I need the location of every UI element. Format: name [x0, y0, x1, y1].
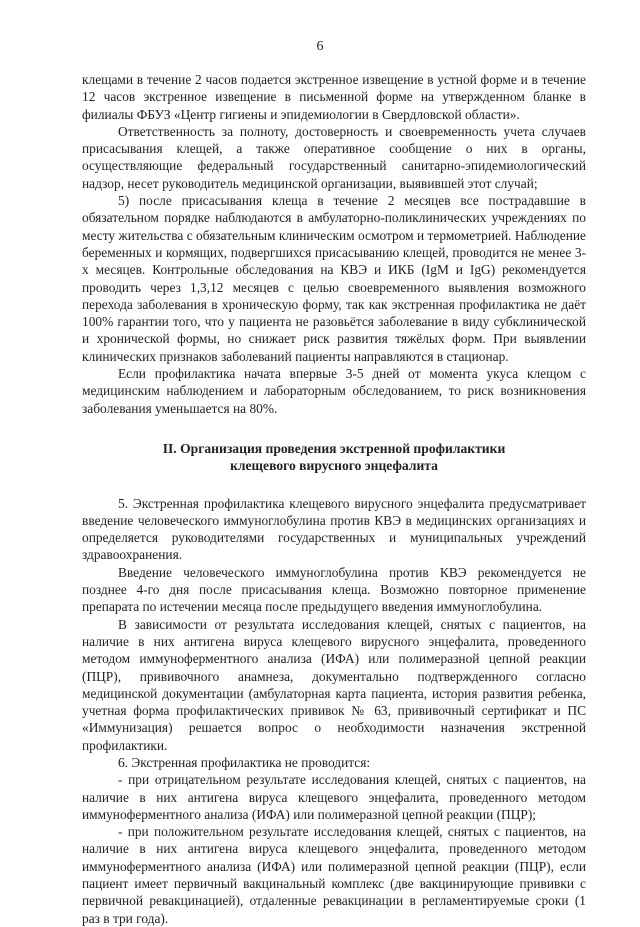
list-item: - при положительном результате исследования клещей, снятых с пациентов, на наличие в них антигена вируса клещевого энцефалита, проведенного методом иммуноферментного анализа (ИФА) или полимеразной цепной реакции (ПЦР), если пациент имеет первичный вакцинальный комплекс (две вакцинирующие прививки с первичной ревакцинацией), отдаленные ревакцинации в регламентируемые сроки (1 раз в три года).	[82, 824, 586, 926]
paragraph: клещами в течение 2 часов подается экстренное извещение в устной форме и в течение 12 часов экстренное извещение в письменной форме на утвержденном бланке в филиалы ФБУЗ «Центр гигиены и эпидемиологии в Свердловской области».	[82, 72, 586, 122]
document-body	[82, 71, 586, 927]
paragraph: Ответственность за полноту, достоверность и своевременность учета случаев присасывания клещей, а также оперативное сообщение о них в органы, осуществляющие федеральный государственный санитарно-эпидемиологический надзор, несет руководитель медицинской организации, выявившей этот случай;	[82, 123, 586, 191]
paragraph: Введение человеческого иммуноглобулина против КВЭ рекомендуется не позднее 4-го дня после присасывания клеща. Возможно повторное применение препарата по истечении месяца после предыдущего введения иммуноглобулина.	[82, 564, 586, 615]
paragraph: 6. Экстренная профилактика не проводится:	[118, 754, 371, 770]
list-item: - при отрицательном результате исследования клещей, снятых с пациентов, на наличие в них антигена вируса клещевого энцефалита, проведенного методом иммуноферментного анализа (ИФА) или полимеразной цепной реакции (ПЦР);	[82, 772, 586, 822]
paragraph: В зависимости от результата исследования клещей, снятых с пациентов, на наличие в них антигена вируса клещевого вирусного энцефалита, проведенного методом иммуноферментного анализа (ИФА) или полимеразной цепной реакции (ПЦР), прививочного анамнеза, документально подтвержденного согласно медицинской документации (амбулаторная карта пациента, история развития ребенка, учетная форма профилактических прививок № 63, прививочный сертификат и ПС «Иммунизация) решается вопрос о необходимости назначения экстренной профилактики.	[82, 616, 586, 753]
section-heading-line: II. Организация проведения экстренной профилактики	[162, 440, 506, 456]
paragraph: Если профилактика начата впервые 3-5 дней от момента укуса клещом с медицинским наблюдением и лабораторным обследованием, то риск возникновения заболевания уменьшается на 80%.	[82, 366, 586, 416]
section-heading	[82, 440, 586, 475]
page-number: 6	[316, 39, 324, 54]
section-heading-line: клещевого вирусного энцефалита	[230, 458, 438, 474]
paragraph: 5. Экстренная профилактика клещевого вирусного энцефалита предусматривает введение человеческого иммуноглобулина против КВЭ в медицинских организациях и определяется руководителями государственных и муниципальных учреждений здравоохранения.	[82, 495, 586, 563]
paragraph: 5) после присасывания клеща в течение 2 месяцев все пострадавшие в обязательном порядке наблюдаются в амбулаторно-поликлинических учреждениях по месту жительства с обязательным клиническим осмотром и термометрией. Наблюдение беременных и кормящих, подвергшихся присасыванию клещей, проводится не менее 3-х месяцев. Контрольные обследования на КВЭ и ИКБ (IgM и IgG) рекомендуется проводить через 1,3,12 месяцев с целью своевременного выявления возможного перехода заболевания в хроническую форму, так как экстренная профилактика не даёт 100% гарантии того, что у пациента не разовьётся заболевание в виду субклинической и хронической формы, но снижает риск развития тяжёлых форм. При выявлении клинических признаков заболеваний пациенты направляются в стационар.	[82, 193, 586, 364]
